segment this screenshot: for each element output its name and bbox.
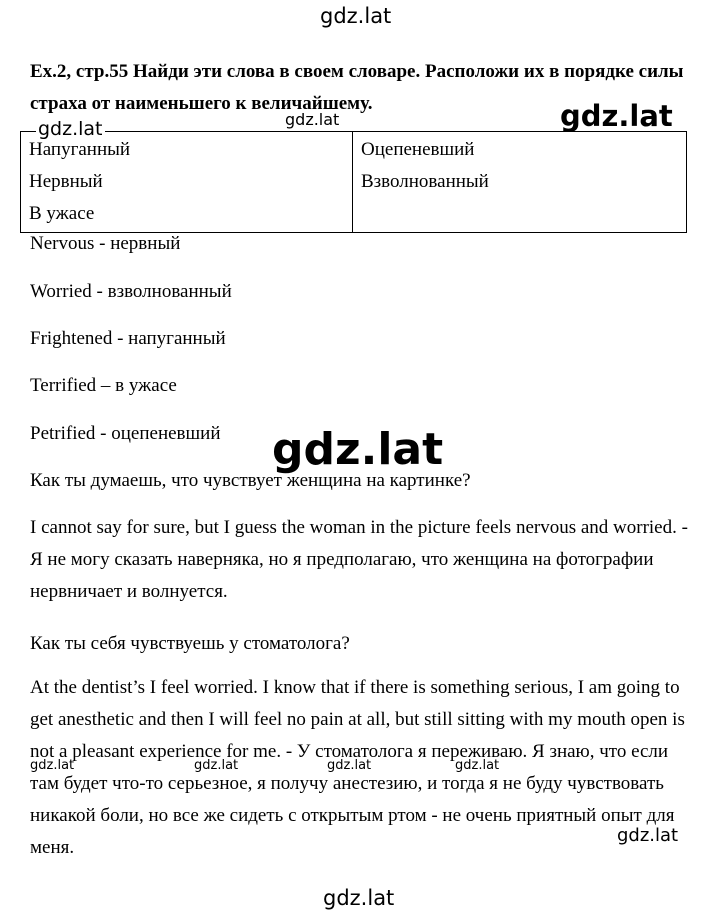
word-translation: Worried - взволнованный — [30, 281, 232, 302]
watermark: gdz.lat — [617, 825, 679, 846]
table-word: Напуганный — [29, 139, 131, 160]
watermark: gdz.lat — [320, 4, 392, 28]
answer-1: I cannot say for sure, but I guess the woman in the picture feels nervous and worried. - Я не могу сказать наверняка, но я предполагаю, что женщина на фотографии нервничает и волнуется. — [30, 517, 688, 602]
question-2: Как ты себя чувствуешь у стоматолога? — [30, 633, 350, 654]
words-table — [20, 131, 687, 233]
watermark: gdz.lat — [285, 110, 340, 129]
table-word: Нервный — [29, 171, 103, 192]
question-1: Как ты думаешь, что чувствует женщина на картинке? — [30, 470, 471, 491]
word-translation: Terrified – в ужасе — [30, 375, 177, 396]
word-translation: Petrified - оцепеневший — [30, 423, 221, 444]
exercise-heading: Ex.2, стр.55 Найди эти слова в своем словаре. Расположи их в порядке силы страха от наименьшего к величайшему. — [30, 61, 684, 114]
word-translation: Nervous - нервный — [30, 233, 181, 254]
watermark: gdz.lat — [323, 886, 395, 910]
watermark: gdz.lat — [327, 758, 372, 773]
table-cell-left — [21, 132, 353, 233]
answer-2: At the dentist’s I feel worried. I know that if there is something serious, I am going to get anesthetic and then I will feel no pain at all, but still sitting with my mouth open is not a pleasant experience for me. - У стоматолога я переживаю. Я знаю, что если там будет что-то серьезное, я получу анестезию, и тогда я не буду чувствовать никакой боли, но все же сидеть с открытым ртом - не очень приятный опыт для меня. — [30, 677, 685, 858]
watermark: gdz.lat — [455, 758, 500, 773]
watermark: gdz.lat — [38, 118, 103, 140]
watermark: gdz.lat — [194, 758, 239, 773]
table-word: В ужасе — [29, 203, 95, 224]
table-word: Взволнованный — [361, 171, 489, 192]
watermark: gdz.lat — [272, 424, 444, 475]
watermark: gdz.lat — [560, 99, 673, 133]
word-translation: Frightened - напуганный — [30, 328, 226, 349]
table-cell-right — [353, 132, 687, 233]
table-word: Оцепеневший — [361, 139, 475, 160]
watermark: gdz.lat — [30, 758, 75, 773]
